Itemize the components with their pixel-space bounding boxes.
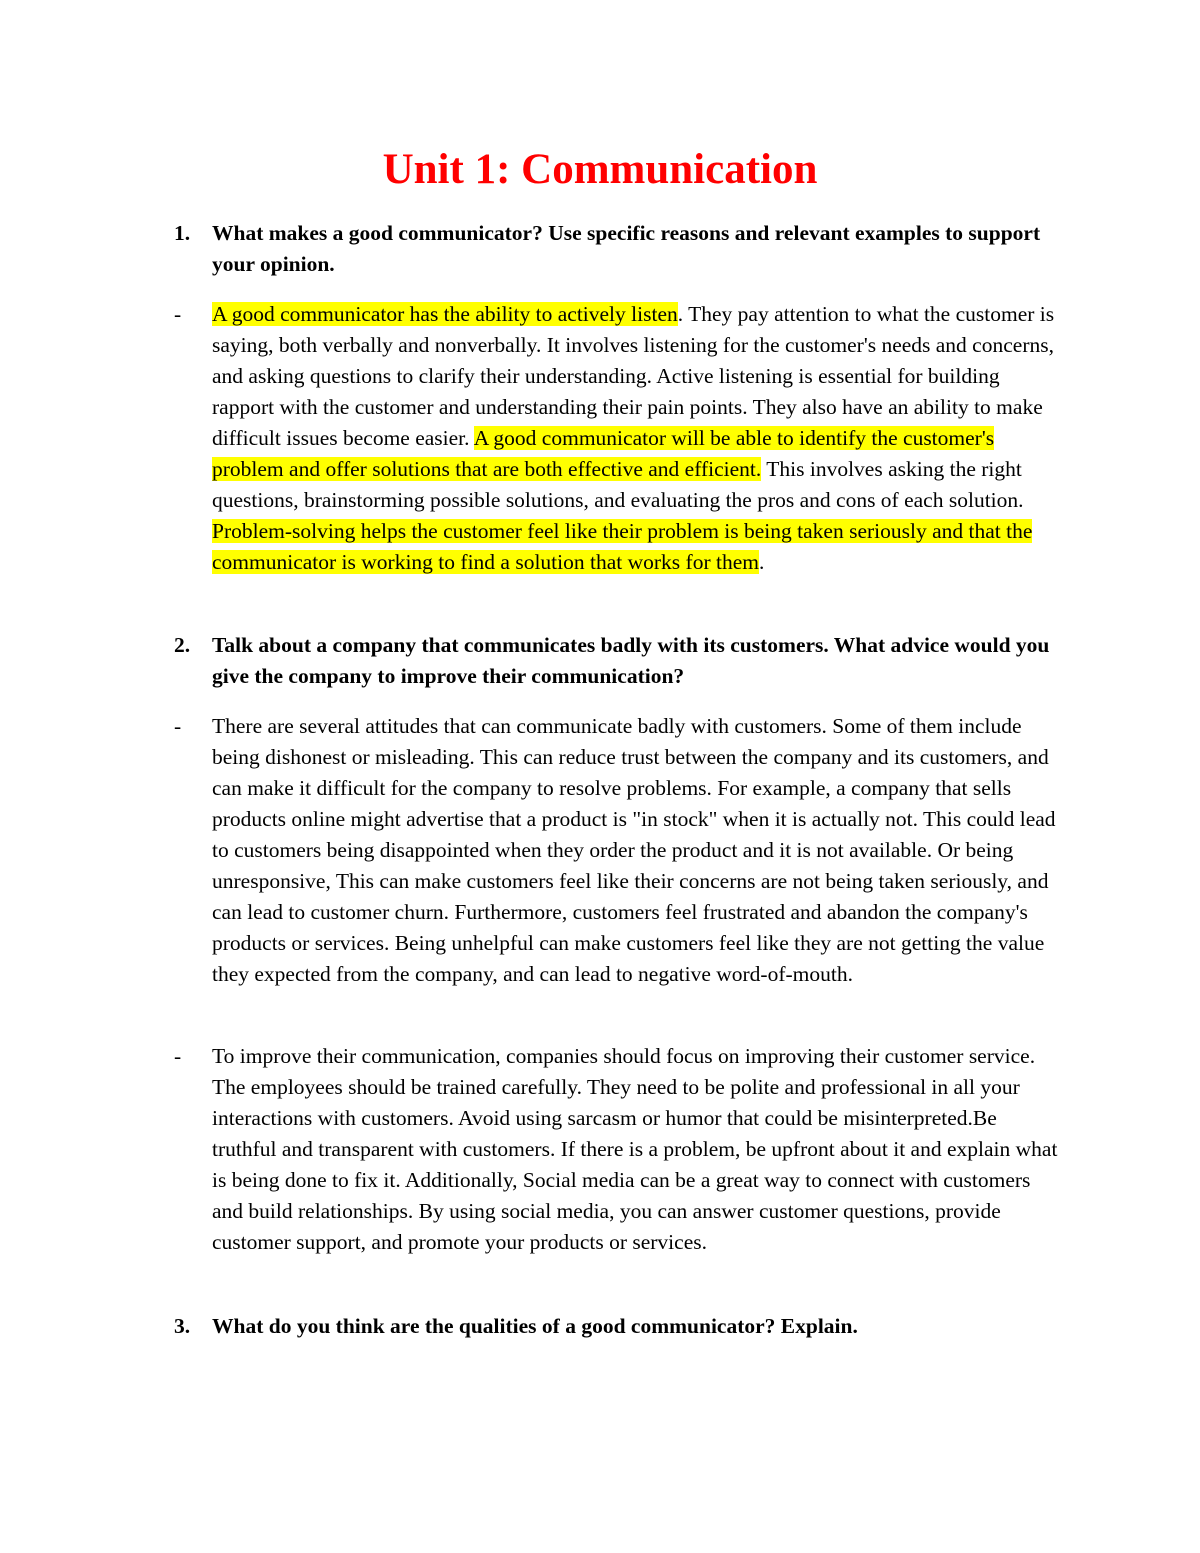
answer-3 <box>174 1041 1064 1258</box>
question-2 <box>174 630 1054 692</box>
answer-text: To improve their communication, companies should focus on improving their customer service. The employees should be trained carefully. They need to be polite and professional in all your interactions with customers. Avoid using sarcasm or humor that could be misinterpreted.Be truthful and transparent with customers. If there is a problem, be upfront about it and explain what is being done to fix it. Additionally, Social media can be a great way to connect with customers and build relationships. By using social media, you can answer customer questions, provide customer support, and promote your products or services. <box>212 1044 1058 1254</box>
answer-text <box>212 299 1064 578</box>
page-title: Unit 1: Communication <box>382 146 818 193</box>
bullet-dash: - <box>174 302 182 326</box>
highlight-1: A good communicator has the ability to actively listen <box>212 302 678 326</box>
question-number: 3. <box>174 1314 191 1338</box>
bullet-dash: - <box>174 1044 182 1068</box>
answer-text: There are several attitudes that can communicate badly with customers. Some of them include being dishonest or misleading. This can reduce trust between the company and its customers, and can make it difficult for the company to resolve problems. For example, a company that sells products online might advertise that a product is "in stock" when it is actually not. This could lead to customers being disappointed when they order the product and it is not available. Or being unresponsive, This can make customers feel like their concerns are not being taken seriously, and can lead to customer churn. Furthermore, customers feel frustrated and abandon the company's products or services. Being unhelpful can make customers feel like they are not getting the value they expected from the company, and can lead to negative word-of-mouth. <box>212 714 1056 986</box>
question-number: 1. <box>174 221 191 245</box>
question-3 <box>174 1311 1054 1342</box>
question-text: Talk about a company that communicates badly with its customers. What advice would you give the company to improve their communication? <box>212 633 1050 688</box>
highlight-3: Problem-solving helps the customer feel like their problem is being taken seriously and that the communicator is working to find a solution that works for them <box>212 519 1033 574</box>
question-text: What do you think are the qualities of a good communicator? Explain. <box>212 1314 858 1338</box>
answer-1 <box>174 299 1064 578</box>
answer-text-segment: . They pay attention to what the customer is saying, both verbally and nonverbally. It involves listening for the customer's needs and concerns, and asking questions to clarify their understanding. Active listening is essential for building rapport with the customer and understanding their pain points. They also have an ability to make difficult issues become easier. <box>212 302 1055 450</box>
answer-2 <box>174 711 1064 990</box>
bullet-dash: - <box>174 714 182 738</box>
highlight-2: A good communicator will be able to identify the customer's problem and offer solutions that are both effective and efficient. <box>212 426 995 481</box>
question-number: 2. <box>174 633 191 657</box>
answer-text-segment: This involves asking the right questions, brainstorming possible solutions, and evaluating the pros and cons of each solution. <box>212 457 1024 512</box>
answer-text-segment: . <box>758 550 765 574</box>
question-1 <box>174 218 1054 280</box>
question-text: What makes a good communicator? Use specific reasons and relevant examples to support your opinion. <box>212 221 1041 276</box>
